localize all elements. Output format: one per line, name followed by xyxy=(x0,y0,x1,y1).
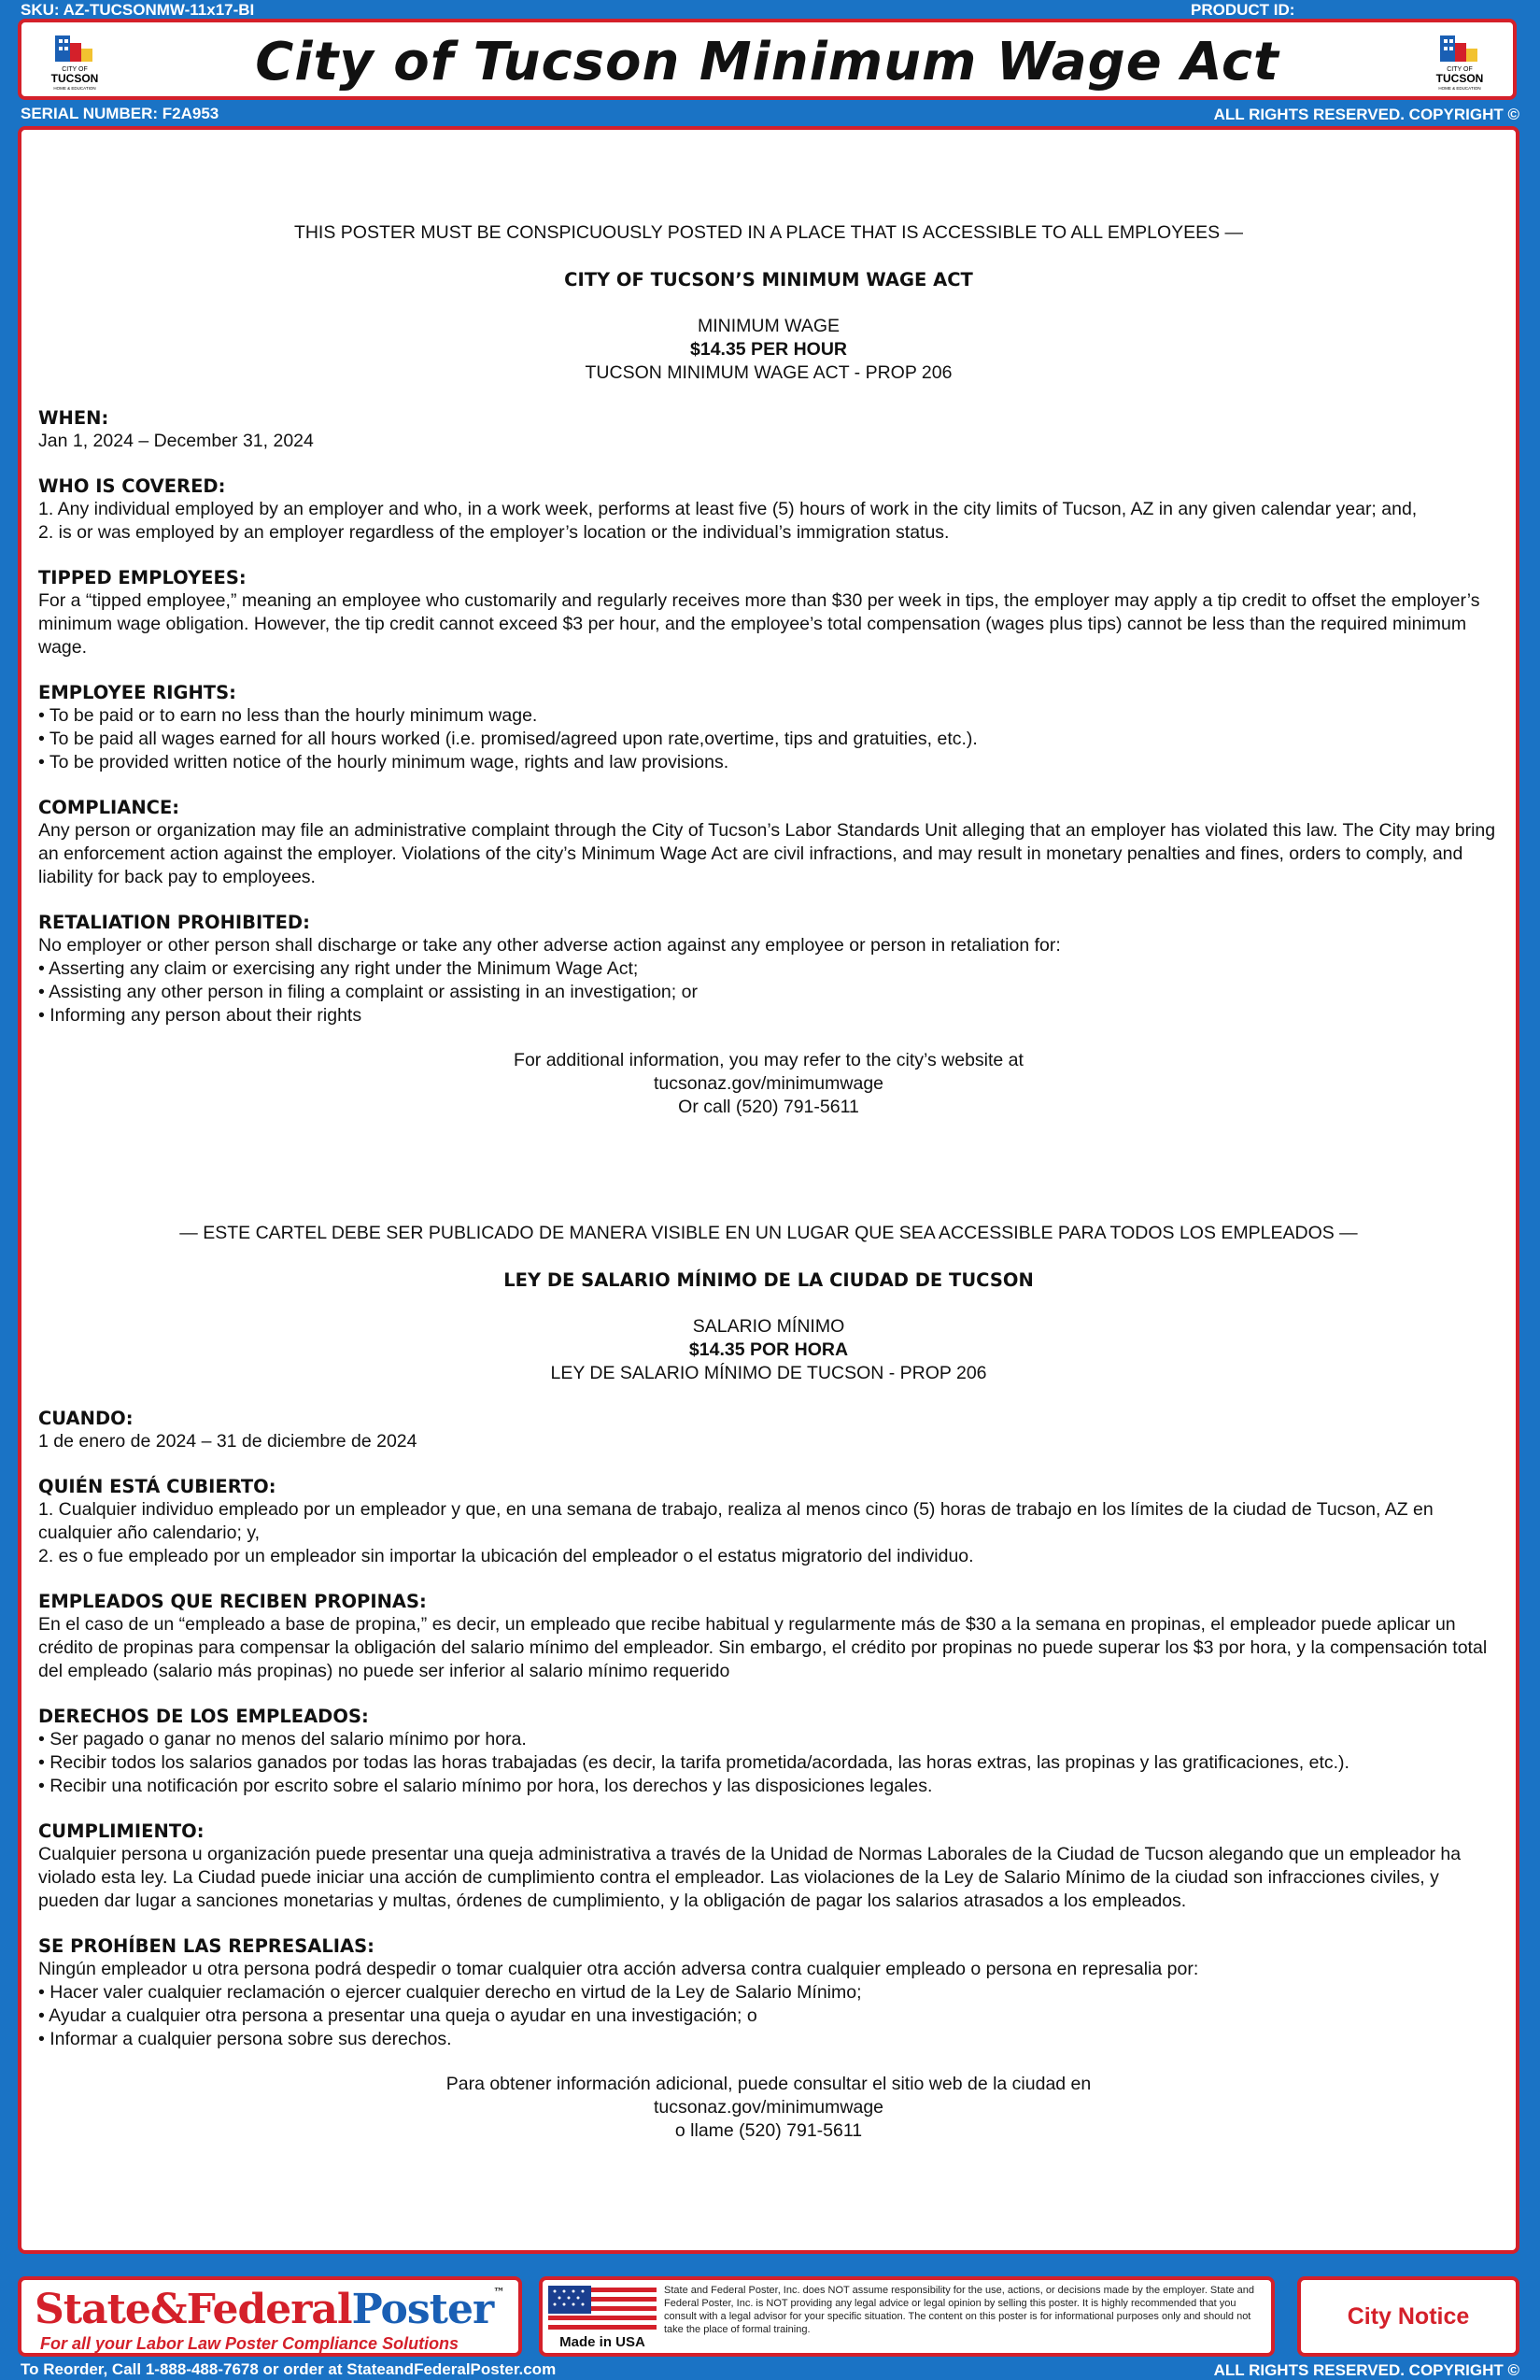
when-heading-es: CUANDO: xyxy=(38,1408,134,1429)
wage-label-en: MINIMUM WAGE xyxy=(697,316,840,336)
brand-logo xyxy=(35,2286,503,2333)
info-line-1-en: For additional information, you may refer to the city’s website at xyxy=(514,1050,1024,1070)
made-in-usa-label: Made in USA xyxy=(559,2334,645,2350)
when-text-es: 1 de enero de 2024 – 31 de diciembre de 2024 xyxy=(38,1431,417,1452)
copyright-top: ALL RIGHTS RESERVED. COPYRIGHT © xyxy=(1213,106,1519,123)
wage-label-es: SALARIO MÍNIMO xyxy=(692,1316,845,1337)
wage-value-en: $14.35 PER HOUR xyxy=(690,339,847,360)
when-block-es xyxy=(38,1407,1499,1453)
retaliation-item-2-en: • Assisting any other person in filing a complaint or assisting in an investigation; or xyxy=(38,982,698,1002)
title-banner xyxy=(18,19,1517,100)
retaliation-item-3-es: • Informar a cualquier persona sobre sus derechos. xyxy=(38,2029,452,2049)
rights-item-3-es: • Recibir una notificación por escrito sobre el salario mínimo por hora, los derechos y las disposiciones legales. xyxy=(38,1776,933,1796)
info-line-1-es: Para obtener información adicional, puede consultar el sitio web de la ciudad en xyxy=(445,2074,1092,2094)
brand-tagline: For all your Labor Law Poster Compliance Solutions xyxy=(40,2334,459,2353)
rights-item-1-es: • Ser pagado o ganar no menos del salario mínimo por hora. xyxy=(38,1729,527,1750)
rights-item-2-es: • Recibir todos los salarios ganados por todas las horas trabajadas (es decir, la tarifa prometida/acordada, las horas extras, las propinas y las gratificaciones, etc.). xyxy=(38,1752,1349,1773)
serial-strip xyxy=(0,104,1540,124)
compliance-text-en: Any person or organization may file an administrative complaint through the City of Tucson’s Labor Standards Unit alleging that an employer has violated this law. The City may bring an enforcement action against the employer. Violations of the city’s Minimum Wage Act are civil infractions, and may result in monetary penalties and fines, orders to comply, and liability for back pay to employees. xyxy=(38,820,1496,887)
info-phone-en: Or call (520) 791-5611 xyxy=(678,1097,859,1117)
retaliation-text-es: Ningún empleador u otra persona podrá despedir o tomar cualquier otra acción adversa contra cualquier empleado o persona en represalia por: xyxy=(38,1959,1199,1979)
tipped-text-en: For a “tipped employee,” meaning an employee who customarily and regularly receives more than $30 per week in tips, the employer may apply a tip credit to offset the employer’s minimum wage obligation. However, the tip credit cannot exceed $3 per hour, and the employee’s total compensation (wages plus tips) cannot be less than the required minimum wage. xyxy=(38,590,1480,658)
tipped-heading-en: TIPPED EMPLOYEES: xyxy=(38,567,247,588)
covered-block-es xyxy=(38,1475,1499,1568)
wage-value-es: $14.35 POR HORA xyxy=(688,1339,849,1360)
logo-line2: TUCSON xyxy=(50,72,99,85)
compliance-heading-es: CUMPLIMIENTO: xyxy=(38,1820,205,1842)
city-logo-right xyxy=(1433,32,1487,93)
rights-item-1-en: • To be paid or to earn no less than the hourly minimum wage. xyxy=(38,705,538,726)
logo-line1: CITY OF xyxy=(1447,66,1473,73)
poster-title: City of Tucson Minimum Wage Act xyxy=(255,32,1279,92)
covered-heading-en: WHO IS COVERED: xyxy=(38,475,226,497)
retaliation-heading-en: RETALIATION PROHIBITED: xyxy=(38,912,310,933)
reorder-info: To Reorder, Call 1-888-488-7678 or order at StateandFederalPoster.com xyxy=(21,2360,557,2378)
retaliation-block-es xyxy=(38,1934,1499,2051)
retaliation-heading-es: SE PROHÍBEN LAS REPRESALIAS: xyxy=(38,1935,374,1957)
logo-line1: CITY OF xyxy=(62,66,88,73)
covered-item-1-es: 1. Cualquier individuo empleado por un empleador y que, en una semana de trabajo, realiza al menos cinco (5) horas de trabajo en los límites de la ciudad de Tucson, AZ en cualquier año calendario; y, xyxy=(38,1499,1434,1543)
sku-label: SKU: AZ-TUCSONMW-11x17-BI xyxy=(21,1,255,19)
retaliation-item-1-es: • Hacer valer cualquier reclamación o ejercer cualquier derecho en virtud de la Ley de Salario Mínimo; xyxy=(38,1982,862,2003)
retaliation-block-en xyxy=(38,911,1499,1027)
when-block-en xyxy=(38,406,1499,453)
act-title-es: LEY DE SALARIO MÍNIMO DE LA CIUDAD DE TUCSON xyxy=(503,1269,1034,1291)
posting-notice-es: — ESTE CARTEL DEBE SER PUBLICADO DE MANERA VISIBLE EN UN LUGAR QUE SEA ACCESSIBLE PARA TODOS LOS EMPLEADOS — xyxy=(179,1223,1358,1243)
bottom-strip xyxy=(0,2359,1540,2380)
info-block-es xyxy=(38,2073,1499,2143)
brand-poster: Poster xyxy=(351,2286,494,2333)
rights-heading-en: EMPLOYEE RIGHTS: xyxy=(38,682,236,703)
tipped-text-es: En el caso de un “empleado a base de propina,” es decir, un empleado que recibe habitual y regularmente más de $30 a la semana en propinas, el empleador puede aplicar un crédito de propinas para compensar la obligación del salario mínimo del empleador. Sin embargo, el crédito por propinas no puede superar los $3 por hora, y la compensación total del empleado (salario más propinas) no puede ser inferior al salario mínimo requerido xyxy=(38,1614,1488,1681)
brand-state-federal: State&Federal xyxy=(35,2286,352,2333)
info-phone-es: o llame (520) 791-5611 xyxy=(674,2120,863,2141)
covered-item-2-es: 2. es o fue empleado por un empleador sin importar la ubicación del empleador o el estatus migratorio del individuo. xyxy=(38,1546,974,1566)
english-section xyxy=(38,221,1499,1119)
retaliation-text-en: No employer or other person shall discharge or take any other adverse action against any employee or person in retaliation for: xyxy=(38,935,1061,956)
logo-line3: HOME & EDUCATION xyxy=(53,86,96,91)
covered-item-1-en: 1. Any individual employed by an employer and who, in a work week, performs at least five (5) hours of work in the city limits of Tucson, AZ in any given calendar year; and, xyxy=(38,499,1418,519)
posting-notice-en: THIS POSTER MUST BE CONSPICUOUSLY POSTED IN A PLACE THAT IS ACCESSIBLE TO ALL EMPLOYEES — xyxy=(293,222,1244,243)
info-block-en xyxy=(38,1049,1499,1119)
spanish-section xyxy=(38,1222,1499,2143)
retaliation-item-2-es: • Ayudar a cualquier otra persona a presentar una queja o ayudar en una investigación; o xyxy=(38,2005,757,2026)
covered-item-2-en: 2. is or was employed by an employer regardless of the employer’s location or the individual’s immigration status. xyxy=(38,522,950,543)
disclaimer-text: State and Federal Poster, Inc. does NOT assume responsibility for the use, actions, or decisions made by the employer. State and Federal Poster, Inc. is NOT providing any legal advice or legal opinion by selling this poster. It is highly recommended that you consult with a legal advisor for your specific situation. The content on this poster is for informational purposes only and should not take the place of formal training. xyxy=(664,2285,1255,2335)
tipped-block-es xyxy=(38,1590,1499,1683)
info-website-en: tucsonaz.gov/minimumwage xyxy=(653,1073,884,1094)
covered-heading-es: QUIÉN ESTÁ CUBIERTO: xyxy=(38,1476,276,1497)
compliance-block-en xyxy=(38,796,1499,889)
rights-block-es xyxy=(38,1705,1499,1798)
rights-block-en xyxy=(38,681,1499,774)
rights-item-2-en: • To be paid all wages earned for all hours worked (i.e. promised/agreed upon rate,overtime, tips and gratuities, etc.). xyxy=(38,729,978,749)
serial-number: SERIAL NUMBER: F2A953 xyxy=(21,105,219,122)
covered-block-en xyxy=(38,475,1499,545)
act-title-en: CITY OF TUCSON’S MINIMUM WAGE ACT xyxy=(564,269,973,290)
compliance-block-es xyxy=(38,1820,1499,1913)
info-website-es: tucsonaz.gov/minimumwage xyxy=(653,2097,884,2118)
rights-heading-es: DERECHOS DE LOS EMPLEADOS: xyxy=(38,1706,369,1727)
retaliation-item-1-en: • Asserting any claim or exercising any right under the Minimum Wage Act; xyxy=(38,958,639,979)
when-text-en: Jan 1, 2024 – December 31, 2024 xyxy=(38,431,314,451)
disclaimer-box xyxy=(539,2276,1275,2357)
product-id-label: PRODUCT ID: xyxy=(1191,1,1295,19)
poster-content xyxy=(18,126,1519,2254)
tipped-block-en xyxy=(38,566,1499,659)
wage-source-es: LEY DE SALARIO MÍNIMO DE TUCSON - PROP 206 xyxy=(550,1363,987,1383)
when-heading-en: WHEN: xyxy=(38,407,109,429)
trademark-mark: ™ xyxy=(493,2286,504,2299)
compliance-heading-en: COMPLIANCE: xyxy=(38,797,180,818)
brand-box xyxy=(18,2276,522,2357)
wage-source-en: TUCSON MINIMUM WAGE ACT - PROP 206 xyxy=(585,362,953,383)
top-strip xyxy=(0,0,1540,19)
city-notice-label: City Notice xyxy=(1297,2276,1519,2357)
usa-flag-icon xyxy=(548,2286,657,2351)
logo-line3: HOME & EDUCATION xyxy=(1438,86,1481,91)
compliance-text-es: Cualquier persona u organización puede presentar una queja administrativa a través de la Unidad de Normas Laborales de la Ciudad de Tucson alegando que un empleador ha violado esta ley. La Ciudad puede iniciar una acción de cumplimiento contra el empleador. Las violaciones de la Ley de Salario Mínimo de la ciudad son infracciones civiles, y pueden dar lugar a sanciones monetarias y multas, órdenes de cumplimiento, y la obligación de pagar los salarios atrasados a los empleados. xyxy=(38,1844,1462,1911)
copyright-bottom: ALL RIGHTS RESERVED. COPYRIGHT © xyxy=(1213,2361,1519,2379)
tipped-heading-es: EMPLEADOS QUE RECIBEN PROPINAS: xyxy=(38,1591,427,1612)
logo-line2: TUCSON xyxy=(1435,72,1484,85)
retaliation-item-3-en: • Informing any person about their rights xyxy=(38,1005,362,1026)
rights-item-3-en: • To be provided written notice of the hourly minimum wage, rights and law provisions. xyxy=(38,752,729,772)
